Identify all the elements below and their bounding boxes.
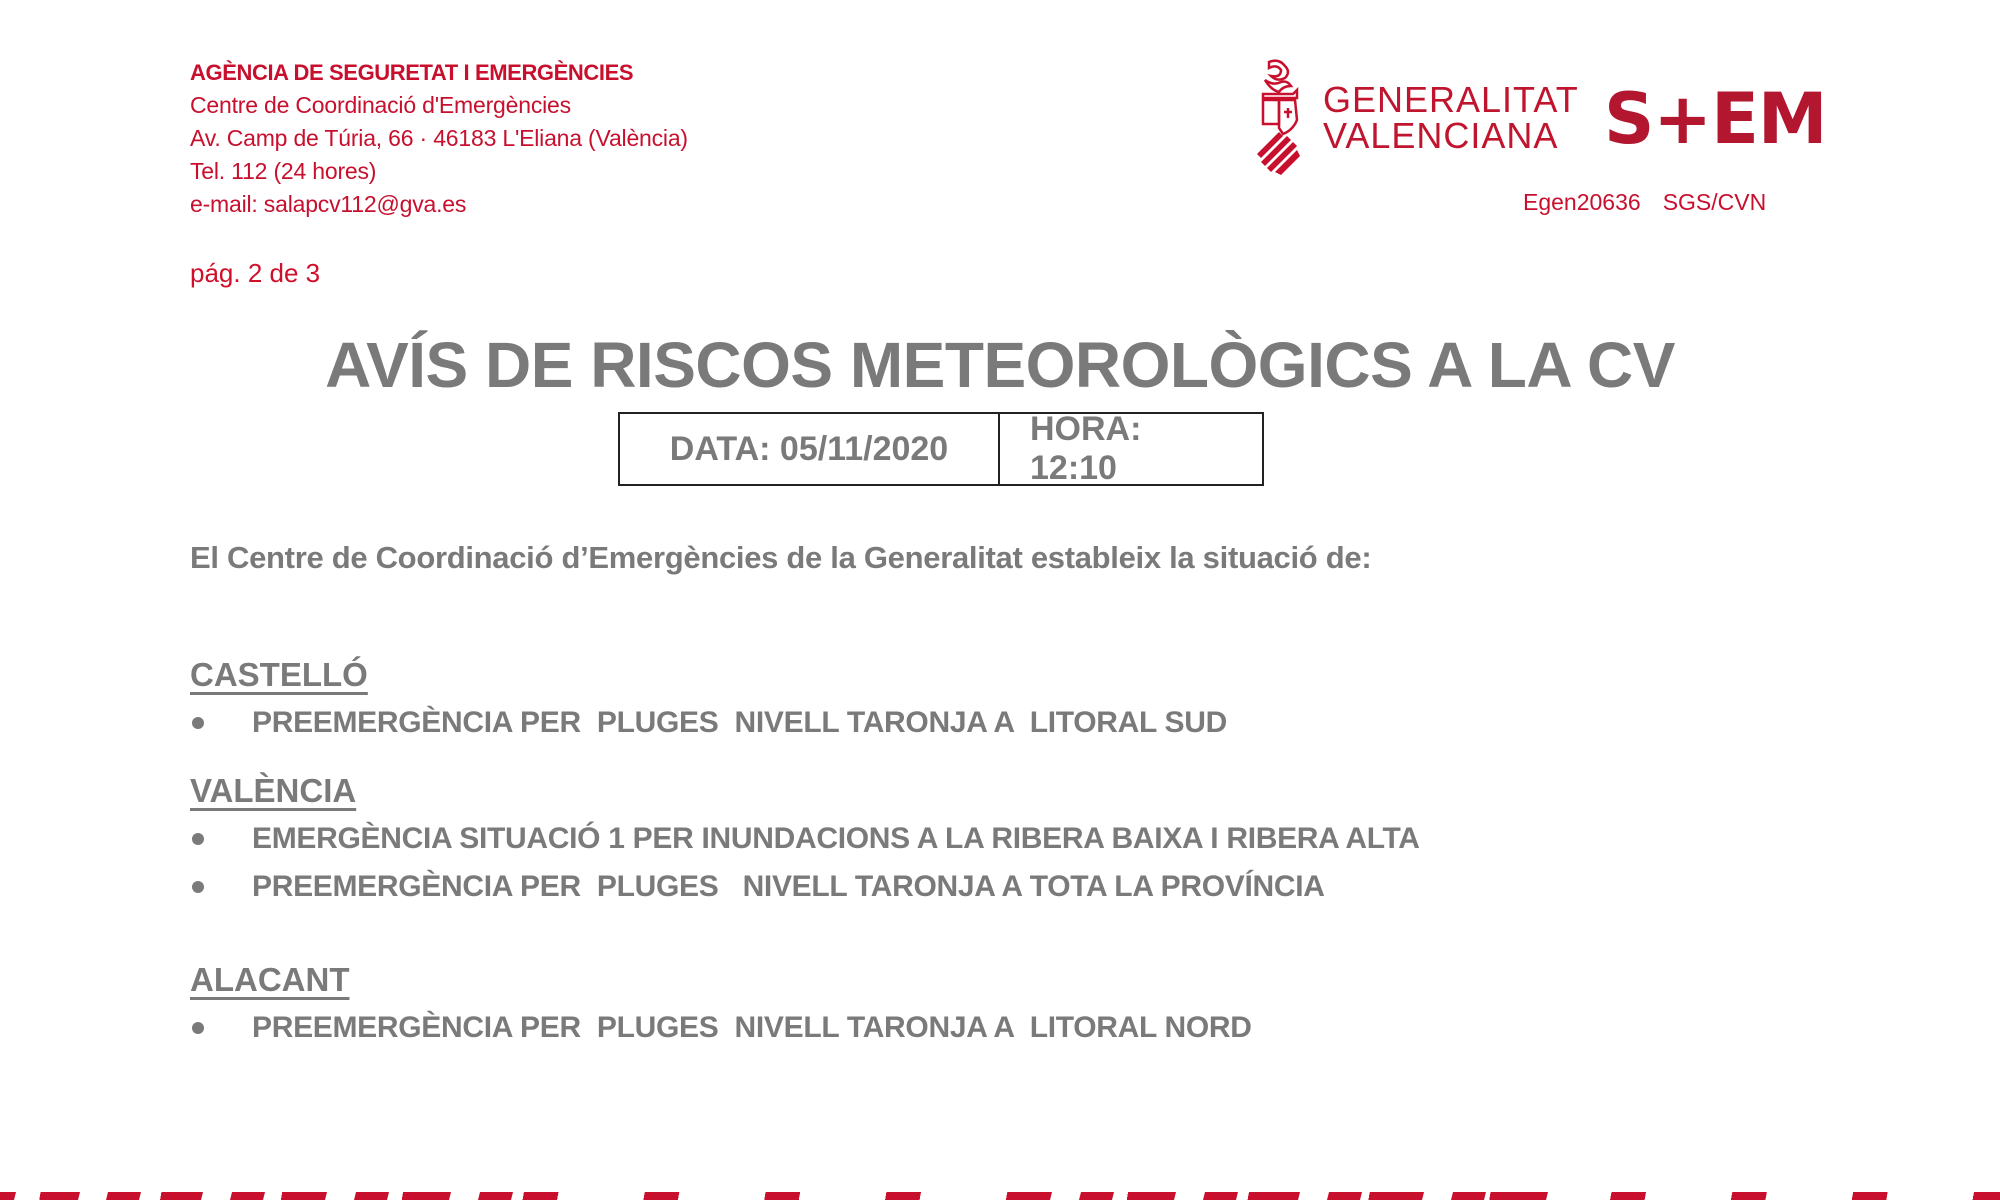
agency-header [190,56,688,221]
centre-name: Centre de Coordinació d'Emergències [190,92,571,118]
province-heading-alacant: ALACANT [190,961,350,998]
warning-text: PREEMERGÈNCIA PER PLUGES NIVELL TARONJA A TOTA LA PROVÍNCIA [252,870,1325,903]
list-item [190,706,1227,740]
address: Av. Camp de Túria, 66 · 46183 L'Eliana (València) [190,125,688,151]
bullet-icon [192,1022,204,1034]
province-heading-valencia: VALÈNCIA [190,772,357,809]
intro-text: El Centre de Coordinació d’Emergències de la Generalitat estableix la situació de: [190,540,1372,575]
phone: Tel. 112 (24 hores) [190,158,377,184]
list-item [190,1011,1252,1045]
date-cell: DATA: 05/11/2020 [620,414,1000,484]
time-cell: HORA: 12:10 [1030,410,1142,487]
coat-of-arms-icon [1255,58,1305,178]
warning-text: EMERGÈNCIA SITUACIÓ 1 PER INUNDACIONS A LA RIBERA BAIXA I RIBERA ALTA [252,822,1420,855]
province-heading-castello: CASTELLÓ [190,656,368,693]
list-item [190,822,1420,856]
department-code: SGS/CVN [1662,189,1767,215]
bullet-icon [192,833,204,845]
list-item [190,870,1325,904]
document-codes [1523,189,1766,216]
footer-stripes [0,1192,2000,1200]
page-number: pág. 2 de 3 [190,258,321,288]
warning-text: PREEMERGÈNCIA PER PLUGES NIVELL TARONJA A LITORAL NORD [252,1011,1252,1044]
generalitat-logo [1255,58,1579,178]
sem-logo: S+EM [1604,78,1827,160]
agency-name: AGÈNCIA DE SEGURETAT I EMERGÈNCIES [190,60,634,85]
email[interactable]: e-mail: salapcv112@gva.es [190,191,467,217]
bullet-icon [192,717,204,729]
document-title: AVÍS DE RISCOS METEOROLÒGICS A LA CV [325,329,1675,401]
warning-text: PREEMERGÈNCIA PER PLUGES NIVELL TARONJA A LITORAL SUD [252,706,1227,739]
bullet-icon [192,881,204,893]
generalitat-wordmark: GENERALITAT VALENCIANA [1323,79,1579,156]
date-time-box [618,412,1264,486]
document-code: Egen20636 [1523,189,1641,215]
